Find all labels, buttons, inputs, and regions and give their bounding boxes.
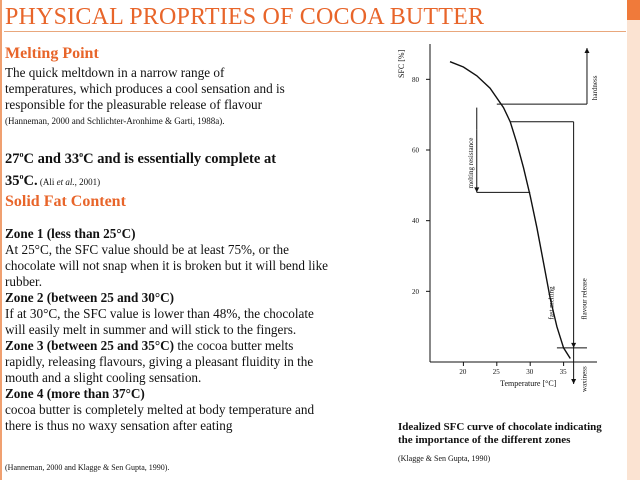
zone-4-line: there is thus no waxy sensation after eating: [5, 418, 233, 433]
sfc-reference: (Hanneman, 2000 and Klagge & Sen Gupta, 1990).: [5, 463, 170, 472]
annotation-hardness: hardness: [590, 75, 599, 101]
waxiness-arrow-head: [571, 379, 576, 384]
left-accent-bar: [0, 0, 2, 480]
zone-3-line: rapidly, releasing flavours, giving a pleasant fluidity in the: [5, 354, 314, 369]
slide-title: PHYSICAL PROPRTIES OF COCOA BUTTER: [5, 4, 485, 30]
zone-3-line: mouth and a slight cooling sensation.: [5, 370, 202, 385]
x-tick-label: 30: [526, 368, 534, 376]
sfc-heading: Solid Fat Content: [5, 193, 126, 210]
caption-line: Idealized SFC curve of chocolate indicating: [398, 421, 602, 433]
caption-line: the importance of the different zones: [398, 434, 571, 446]
zone-1-line: rubber.: [5, 274, 42, 289]
sfc-curve-chart: [392, 36, 624, 404]
melting-range-line-1: 27$^o$C and 33$^o$C and is essentially complete at: [5, 150, 277, 167]
zone-4-line: cocoa butter is completely melted at body temperature and: [5, 402, 315, 417]
annotation-flavour-release: flavour release: [580, 278, 589, 320]
x-tick-label: 25: [492, 368, 500, 376]
y-tick-label: 20: [412, 287, 419, 296]
hardness-arrow-head: [584, 48, 589, 53]
melting-point-heading: Melting Point: [5, 45, 99, 62]
annotation-waxiness: waxiness: [580, 366, 589, 392]
y-axis-label: SFC [%]: [397, 49, 406, 78]
x-tick-label: 20: [459, 368, 467, 376]
zone-1-line: chocolate will not snap when it is broken but it will bend like: [5, 258, 329, 273]
right-accent-bar: [627, 20, 640, 480]
zone-1-title: Zone 1 (less than 25°C): [5, 226, 136, 241]
zone-4-title: Zone 4 (more than 37°C): [5, 386, 145, 401]
right-accent-top: [627, 0, 640, 20]
zone-3-title: Zone 3 (between 25 and 35°C): [5, 338, 175, 353]
figure-reference: (Klagge & Sen Gupta, 1990): [398, 454, 491, 463]
y-tick-label: 80: [412, 75, 419, 84]
melting-resistance-arrow-head: [474, 187, 479, 192]
melting-reference: (Hanneman, 2000 and Schlichter-Aronhime & Garti, 1988a).: [5, 116, 225, 126]
melting-line: The quick meltdown in a narrow range of: [5, 65, 225, 80]
flavour-release-arrow-head: [571, 343, 576, 348]
sfc-zones: [5, 226, 328, 434]
y-tick-label: 40: [412, 217, 419, 226]
zone-2-line: If at 30°C, the SFC value is lower than 48%, the chocolate: [5, 306, 314, 321]
melting-line: temperatures, which produces a cool sensation and is: [5, 81, 285, 96]
zone-3-title-line: Zone 3 (between 25 and 35°C) the cocoa butter melts: [5, 338, 294, 353]
figure-caption: [398, 421, 634, 447]
melting-point-text: [5, 65, 285, 129]
title-divider: [4, 31, 626, 32]
x-tick-label: 35: [559, 368, 567, 376]
melting-range: [5, 146, 276, 191]
annotation-melting-resistance: melting resistance: [466, 137, 475, 189]
x-axis-label: Temperature [°C]: [500, 379, 557, 388]
annotation-fast-melting: fast melting: [547, 286, 556, 320]
melting-range-line-2: 35$^o$C. (Ali et al., 2001): [5, 171, 101, 189]
melting-line: responsible for the pleasurable release of flavour: [5, 97, 263, 112]
y-tick-label: 60: [412, 146, 419, 155]
zone-1-line: At 25°C, the SFC value should be at least 75%, or the: [5, 242, 290, 257]
zone-2-title: Zone 2 (between 25 and 30°C): [5, 290, 175, 305]
zone-2-line: will easily melt in summer and will stick to the fingers.: [5, 322, 297, 337]
